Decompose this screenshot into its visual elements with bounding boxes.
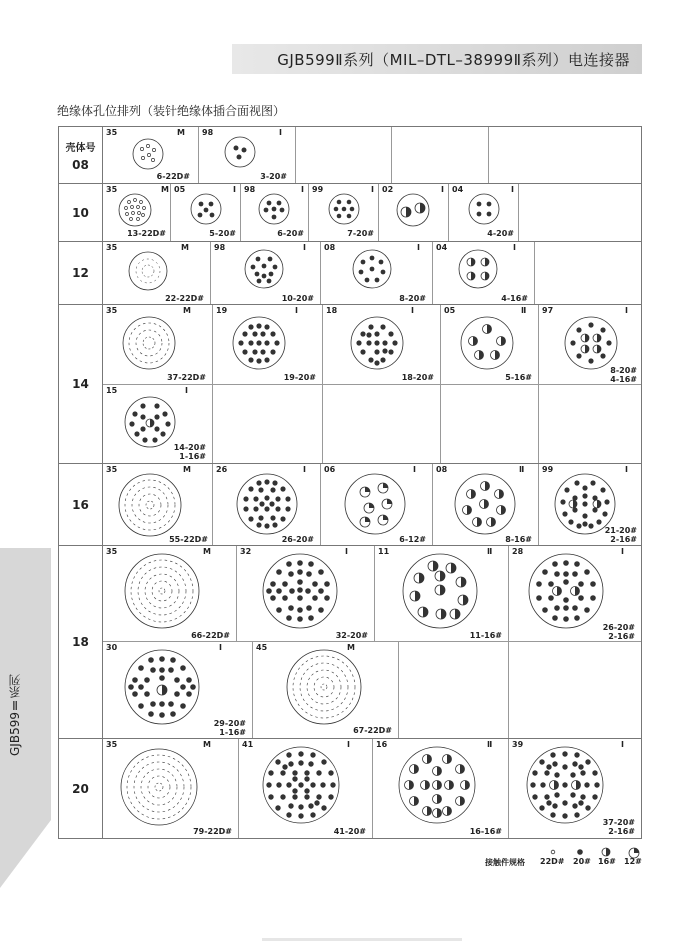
empty-cell <box>519 184 641 241</box>
contact-count: 55-22D# <box>169 535 208 544</box>
contact-count: 79-22D# <box>193 827 232 836</box>
insert-diagram <box>235 472 299 536</box>
shell-label <box>59 739 103 838</box>
empty-cell <box>399 642 509 738</box>
page-header-bar <box>232 44 642 74</box>
insert-code: 35 <box>106 740 118 749</box>
service-class: I <box>621 547 624 556</box>
shell-label <box>59 184 103 241</box>
arrangement-cell <box>171 184 241 241</box>
arrangement-cell <box>253 642 399 738</box>
insert-diagram <box>261 745 341 825</box>
service-class: M <box>183 306 191 315</box>
arrangement-cell <box>539 305 641 385</box>
empty-cell <box>392 127 489 183</box>
service-class: I <box>185 386 188 395</box>
insert-diagram <box>453 472 517 536</box>
insert-code: 02 <box>382 185 394 194</box>
insert-diagram <box>395 192 431 228</box>
insert-code: 26 <box>216 465 228 474</box>
insert-code: 30 <box>106 643 118 652</box>
insert-diagram <box>527 552 605 630</box>
service-class: I <box>441 185 444 194</box>
insert-code: 35 <box>106 243 118 252</box>
insert-code: 28 <box>512 547 524 556</box>
arrangement-cell <box>103 184 171 241</box>
insert-diagram <box>123 552 201 630</box>
shell-number: 18 <box>72 635 89 649</box>
shell-number: 16 <box>72 497 89 512</box>
insert-diagram <box>525 745 605 825</box>
insert-diagram <box>123 648 201 726</box>
arrangement-cell <box>509 739 641 838</box>
empty-cell <box>539 385 641 463</box>
insert-code: 99 <box>542 465 554 474</box>
insert-diagram <box>261 552 339 630</box>
shell-number: 12 <box>72 266 89 280</box>
insert-code: 35 <box>106 185 118 194</box>
shell-label <box>59 546 103 738</box>
service-class: I <box>621 740 624 749</box>
insert-diagram <box>397 745 477 825</box>
insert-diagram <box>117 472 183 538</box>
table-row-shell-12 <box>59 242 641 305</box>
service-class: I <box>625 306 628 315</box>
shell-number: 20 <box>72 781 89 796</box>
empty-cell <box>441 385 539 463</box>
arrangement-cell <box>103 642 253 738</box>
contact-count: 14-20# <box>173 443 206 452</box>
insert-code: 32 <box>240 547 252 556</box>
insert-diagram <box>127 250 169 292</box>
insert-diagram <box>189 192 223 226</box>
arrangement-cell <box>449 184 519 241</box>
insert-diagram <box>349 315 405 371</box>
service-class: Ⅱ <box>487 740 493 749</box>
insert-code: 35 <box>106 128 118 137</box>
insert-diagram <box>285 648 363 726</box>
service-class: M <box>347 643 355 652</box>
table-row-shell-20 <box>59 739 641 838</box>
insert-code: 99 <box>312 185 324 194</box>
insert-code: 35 <box>106 465 118 474</box>
arrangement-cell <box>237 546 375 642</box>
service-class: I <box>625 465 628 474</box>
shell-label <box>59 127 103 183</box>
contact-count-secondary: 2-16# <box>608 632 635 641</box>
shell-number: 10 <box>72 205 89 220</box>
insert-code: 08 <box>324 243 336 252</box>
contact-count: 10-20# <box>281 294 314 303</box>
service-class: I <box>513 243 516 252</box>
insert-code: 41 <box>242 740 254 749</box>
insert-code: 45 <box>256 643 268 652</box>
contact-count: 4-16# <box>501 294 528 303</box>
contact-count: 6-20# <box>277 229 304 238</box>
contact-count: 13-22D# <box>127 229 166 238</box>
service-class: M <box>183 465 191 474</box>
contact-count: 7-20# <box>347 229 374 238</box>
insert-code: 11 <box>378 547 390 556</box>
insert-code: 06 <box>324 465 336 474</box>
insert-diagram <box>243 248 285 290</box>
insert-diagram <box>123 395 177 449</box>
legend-item: 22D# <box>540 857 565 866</box>
service-class: M <box>177 128 185 137</box>
arrangement-cell <box>373 739 509 838</box>
arrangement-cell <box>433 464 539 545</box>
size-20-icon <box>575 847 585 857</box>
insert-diagram <box>459 315 515 371</box>
page-title: GJB599Ⅱ系列（MIL–DTL–38999Ⅱ系列）电连接器 <box>277 51 630 69</box>
contact-count: 19-20# <box>283 373 316 382</box>
arrangement-cell <box>211 242 321 304</box>
contact-count: 37-22D# <box>167 373 206 382</box>
service-class: M <box>203 547 211 556</box>
empty-cell <box>509 642 641 738</box>
arrangement-cell <box>239 739 373 838</box>
arrangement-cell <box>103 739 239 838</box>
insert-diagram <box>257 192 291 226</box>
arrangement-cell <box>103 546 237 642</box>
insert-code: 19 <box>216 306 228 315</box>
contact-count-secondary: 4-16# <box>610 375 637 384</box>
service-class: Ⅱ <box>487 547 493 556</box>
shell-label <box>59 464 103 545</box>
contact-count-secondary: 2-16# <box>608 827 635 836</box>
service-class: I <box>371 185 374 194</box>
contact-count-secondary: 1-16# <box>179 452 206 461</box>
insert-diagram <box>121 315 177 371</box>
shell-number: 08 <box>72 157 89 172</box>
contact-count: 6-22D# <box>156 172 190 181</box>
shell-label <box>59 242 103 304</box>
service-class: I <box>511 185 514 194</box>
service-class: Ⅱ <box>519 465 525 474</box>
service-class: I <box>301 185 304 194</box>
insert-code: 05 <box>444 306 456 315</box>
contact-count: 67-22D# <box>353 726 392 735</box>
table-row-shell-18 <box>59 546 641 739</box>
insert-diagram <box>117 192 153 228</box>
empty-cell <box>296 127 392 183</box>
arrangement-cell <box>323 305 441 385</box>
service-class: I <box>295 306 298 315</box>
service-class: I <box>279 128 282 137</box>
footer-bar <box>262 938 462 941</box>
insert-diagram <box>563 315 619 371</box>
insert-diagram <box>223 135 257 169</box>
contact-count: 37-20# <box>602 818 635 827</box>
arrangement-cell <box>509 546 641 642</box>
table-row-shell-10 <box>59 184 641 242</box>
arrangement-cell <box>103 242 211 304</box>
contact-count: 66-22D# <box>191 631 230 640</box>
insert-code: 18 <box>326 306 338 315</box>
empty-cell <box>489 127 641 183</box>
service-class: I <box>345 547 348 556</box>
contact-count: 26-20# <box>281 535 314 544</box>
insert-code: 08 <box>436 465 448 474</box>
side-tab-label: GJB599Ⅱ系列 <box>8 674 22 756</box>
contact-count: 5-16# <box>505 373 532 382</box>
arrangement-cell <box>103 385 213 463</box>
insert-code: 15 <box>106 386 118 395</box>
insert-code: 98 <box>214 243 226 252</box>
service-class: Ⅱ <box>521 306 527 315</box>
contact-count: 21-20# <box>604 526 637 535</box>
contact-count: 8-20# <box>399 294 426 303</box>
insert-code: 39 <box>512 740 524 749</box>
contact-count: 11-16# <box>469 631 502 640</box>
insert-diagram <box>457 248 499 290</box>
contact-count: 22-22D# <box>165 294 204 303</box>
contact-size-legend <box>485 853 645 867</box>
service-class: I <box>233 185 236 194</box>
insert-code: 98 <box>202 128 214 137</box>
insert-code: 05 <box>174 185 186 194</box>
empty-cell <box>323 385 441 463</box>
arrangement-cell <box>309 184 379 241</box>
arrangement-cell <box>375 546 509 642</box>
insert-code: 35 <box>106 547 118 556</box>
insert-diagram <box>119 747 199 827</box>
insert-code: 04 <box>436 243 448 252</box>
arrangement-cell <box>379 184 449 241</box>
service-class: M <box>203 740 211 749</box>
shell-label <box>59 305 103 463</box>
table-row-shell-14 <box>59 305 641 464</box>
legend-item: 16# <box>598 857 616 866</box>
service-class: I <box>303 465 306 474</box>
arrangement-cell <box>441 305 539 385</box>
section-title: 绝缘体孔位排列（装针绝缘体插合面视图） <box>57 104 286 118</box>
insert-diagram <box>131 137 165 171</box>
shell-header: 壳体号 <box>65 142 96 154</box>
table-row-shell-16 <box>59 464 641 546</box>
service-class: I <box>417 243 420 252</box>
insert-diagram <box>327 192 361 226</box>
insert-diagram <box>401 552 479 630</box>
service-class: I <box>303 243 306 252</box>
arrangement-cell <box>103 127 199 183</box>
arrangement-cell <box>241 184 309 241</box>
contact-count: 8-16# <box>505 535 532 544</box>
contact-count: 18-20# <box>401 373 434 382</box>
contact-count-secondary: 2-16# <box>610 535 637 544</box>
insert-arrangement-table <box>58 126 642 839</box>
contact-count: 26-20# <box>602 623 635 632</box>
contact-count: 5-20# <box>209 229 236 238</box>
arrangement-cell <box>103 305 213 385</box>
arrangement-cell <box>103 464 213 545</box>
arrangement-cell <box>213 305 323 385</box>
service-class: M <box>181 243 189 252</box>
empty-cell <box>535 242 641 304</box>
table-row-shell-08 <box>59 127 641 184</box>
size-16-icon <box>601 847 611 857</box>
contact-count: 8-20# <box>610 366 637 375</box>
arrangement-cell <box>199 127 296 183</box>
legend-item: 12# <box>624 857 642 866</box>
service-class: I <box>347 740 350 749</box>
contact-count: 3-20# <box>260 172 287 181</box>
arrangement-cell <box>433 242 535 304</box>
contact-count: 29-20# <box>213 719 246 728</box>
empty-cell <box>213 385 323 463</box>
contact-count: 16-16# <box>469 827 502 836</box>
insert-code: 97 <box>542 306 554 315</box>
arrangement-cell <box>321 464 433 545</box>
insert-diagram <box>351 248 393 290</box>
legend-label: 接触件规格 <box>485 858 525 867</box>
insert-diagram <box>343 472 407 536</box>
insert-code: 04 <box>452 185 464 194</box>
insert-code: 35 <box>106 306 118 315</box>
shell-number: 14 <box>72 377 89 391</box>
service-class: M <box>161 185 169 194</box>
contact-count: 6-12# <box>399 535 426 544</box>
legend-item: 20# <box>573 857 591 866</box>
arrangement-cell <box>321 242 433 304</box>
service-class: I <box>413 465 416 474</box>
contact-count: 4-20# <box>487 229 514 238</box>
insert-code: 16 <box>376 740 388 749</box>
contact-count-secondary: 1-16# <box>219 728 246 737</box>
contact-count: 41-20# <box>333 827 366 836</box>
insert-code: 98 <box>244 185 256 194</box>
service-class: I <box>411 306 414 315</box>
insert-diagram <box>467 192 501 226</box>
arrangement-cell <box>539 464 641 545</box>
arrangement-cell <box>213 464 321 545</box>
service-class: I <box>219 643 222 652</box>
contact-count: 32-20# <box>335 631 368 640</box>
size-22d-icon <box>548 847 558 857</box>
insert-diagram <box>231 315 287 371</box>
